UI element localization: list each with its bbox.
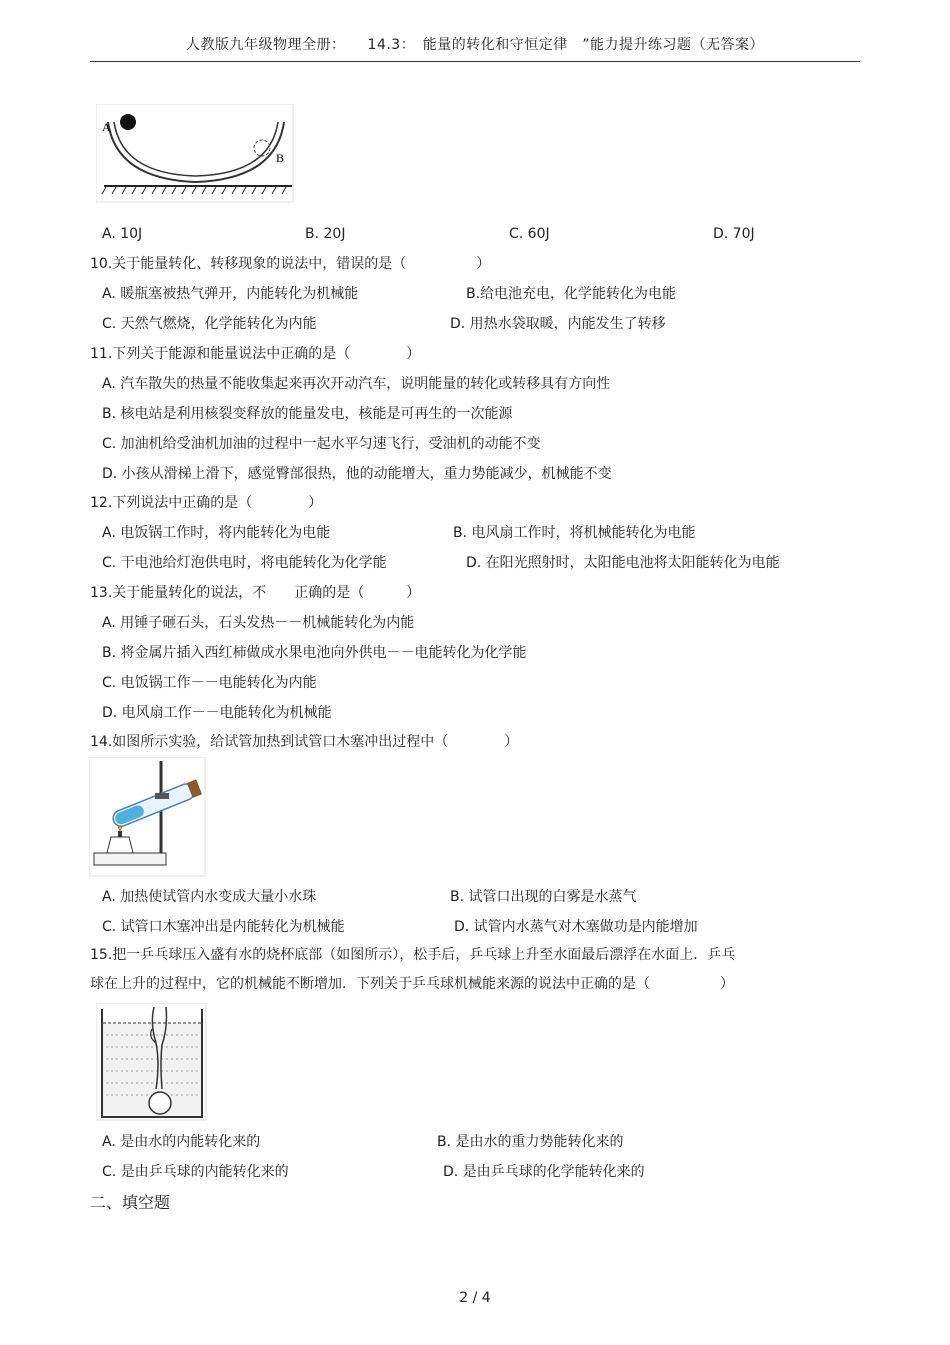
q11-stem: 11.下列关于能源和能量说法中正确的是（ ）	[90, 346, 421, 362]
q12-option-b: B. 电风扇工作时，将机械能转化为电能	[453, 525, 696, 541]
header-divider	[90, 61, 860, 62]
q14-option-a: A. 加热使试管内水变成大量小水珠	[102, 889, 317, 905]
q10-option-d: D. 用热水袋取暖，内能发生了转移	[450, 316, 666, 332]
q12-stem: 12.下列说法中正确的是（ ）	[90, 495, 323, 511]
q9-option-b: B. 20J	[305, 226, 346, 242]
q12-option-c: C. 干电池给灯泡供电时，将电能转化为化学能	[102, 555, 387, 571]
section-title: 二、填空题	[90, 1193, 171, 1212]
ball-a	[120, 114, 136, 130]
q10-option-c: C. 天然气燃烧，化学能转化为内能	[102, 316, 317, 332]
q12-option-d: D. 在阳光照射时，太阳能电池将太阳能转化为电能	[466, 555, 780, 571]
ping-pong-ball	[149, 1092, 171, 1114]
q11-option-a: A. 汽车散失的热量不能收集起来再次开动汽车，说明能量的转化或转移具有方向性	[102, 376, 611, 392]
test-tube-diagram	[89, 757, 207, 877]
q9-option-d: D. 70J	[713, 226, 755, 242]
label-b: B	[276, 151, 285, 165]
q15-stem-line1: 15.把一乒乓球压入盛有水的烧杯底部（如图所示），松手后，乒乓球上升至水面最后漂浮在水面上．乒乓	[90, 947, 736, 963]
q13-option-b: B. 将金属片插入西红柿做成水果电池向外供电－－电能转化为化学能	[102, 645, 527, 661]
q14-stem: 14.如图所示实验，给试管加热到试管口木塞冲出过程中（ ）	[90, 734, 519, 750]
q13-stem: 13.关于能量转化的说法，不 正确的是（ ）	[90, 585, 421, 601]
q15-option-d: D. 是由乒乓球的化学能转化来的	[443, 1164, 645, 1180]
q11-option-b: B. 核电站是利用核裂变释放的能量发电，核能是可再生的一次能源	[102, 406, 513, 422]
q11-option-d: D. 小孩从滑梯上滑下，感觉臀部很热，他的动能增大，重力势能减少，机械能不变	[102, 466, 612, 482]
beaker-figure	[96, 1003, 208, 1121]
q10-option-b: B.给电池充电，化学能转化为电能	[466, 286, 677, 302]
track-diagram	[96, 104, 296, 204]
page-number: 2 / 4	[459, 1290, 491, 1306]
q14-option-c: C. 试管口木塞冲出是内能转化为机械能	[102, 919, 345, 935]
q15-option-b: B. 是由水的重力势能转化来的	[437, 1134, 624, 1150]
q14-option-b: B. 试管口出现的白雾是水蒸气	[450, 889, 637, 905]
q14-option-d: D. 试管内水蒸气对木塞做功是内能增加	[454, 919, 698, 935]
q10-stem: 10.关于能量转化、转移现象的说法中，错误的是（ ）	[90, 256, 491, 272]
q13-option-a: A. 用锤子砸石头，石头发热－－机械能转化为内能	[102, 615, 415, 631]
q9-option-c: C. 60J	[509, 226, 550, 242]
q13-option-c: C. 电饭锅工作－－电能转化为内能	[102, 675, 317, 691]
q10-option-a: A. 暖瓶塞被热气弹开，内能转化为机械能	[102, 286, 359, 302]
q9-option-a: A. 10J	[102, 226, 143, 242]
track-figure	[96, 104, 296, 204]
label-a: A	[102, 120, 111, 134]
q15-option-a: A. 是由水的内能转化来的	[102, 1134, 261, 1150]
q15-option-c: C. 是由乒乓球的内能转化来的	[102, 1164, 289, 1180]
q15-stem-line2: 球在上升的过程中，它的机械能不断增加．下列关于乒乓球机械能来源的说法中正确的是（ ）	[90, 976, 734, 992]
q12-option-a: A. 电饭锅工作时，将内能转化为电能	[102, 525, 331, 541]
q13-option-d: D. 电风扇工作－－电能转化为机械能	[102, 705, 332, 721]
q11-option-c: C. 加油机给受油机加油的过程中一起水平匀速飞行，受油机的动能不变	[102, 436, 541, 452]
test-tube-figure	[89, 757, 207, 877]
page-header: 人教版九年级物理全册： 14.3： 能量的转化和守恒定律 ”能力提升练习题（无答案）	[186, 37, 764, 53]
beaker-diagram	[96, 1003, 208, 1121]
